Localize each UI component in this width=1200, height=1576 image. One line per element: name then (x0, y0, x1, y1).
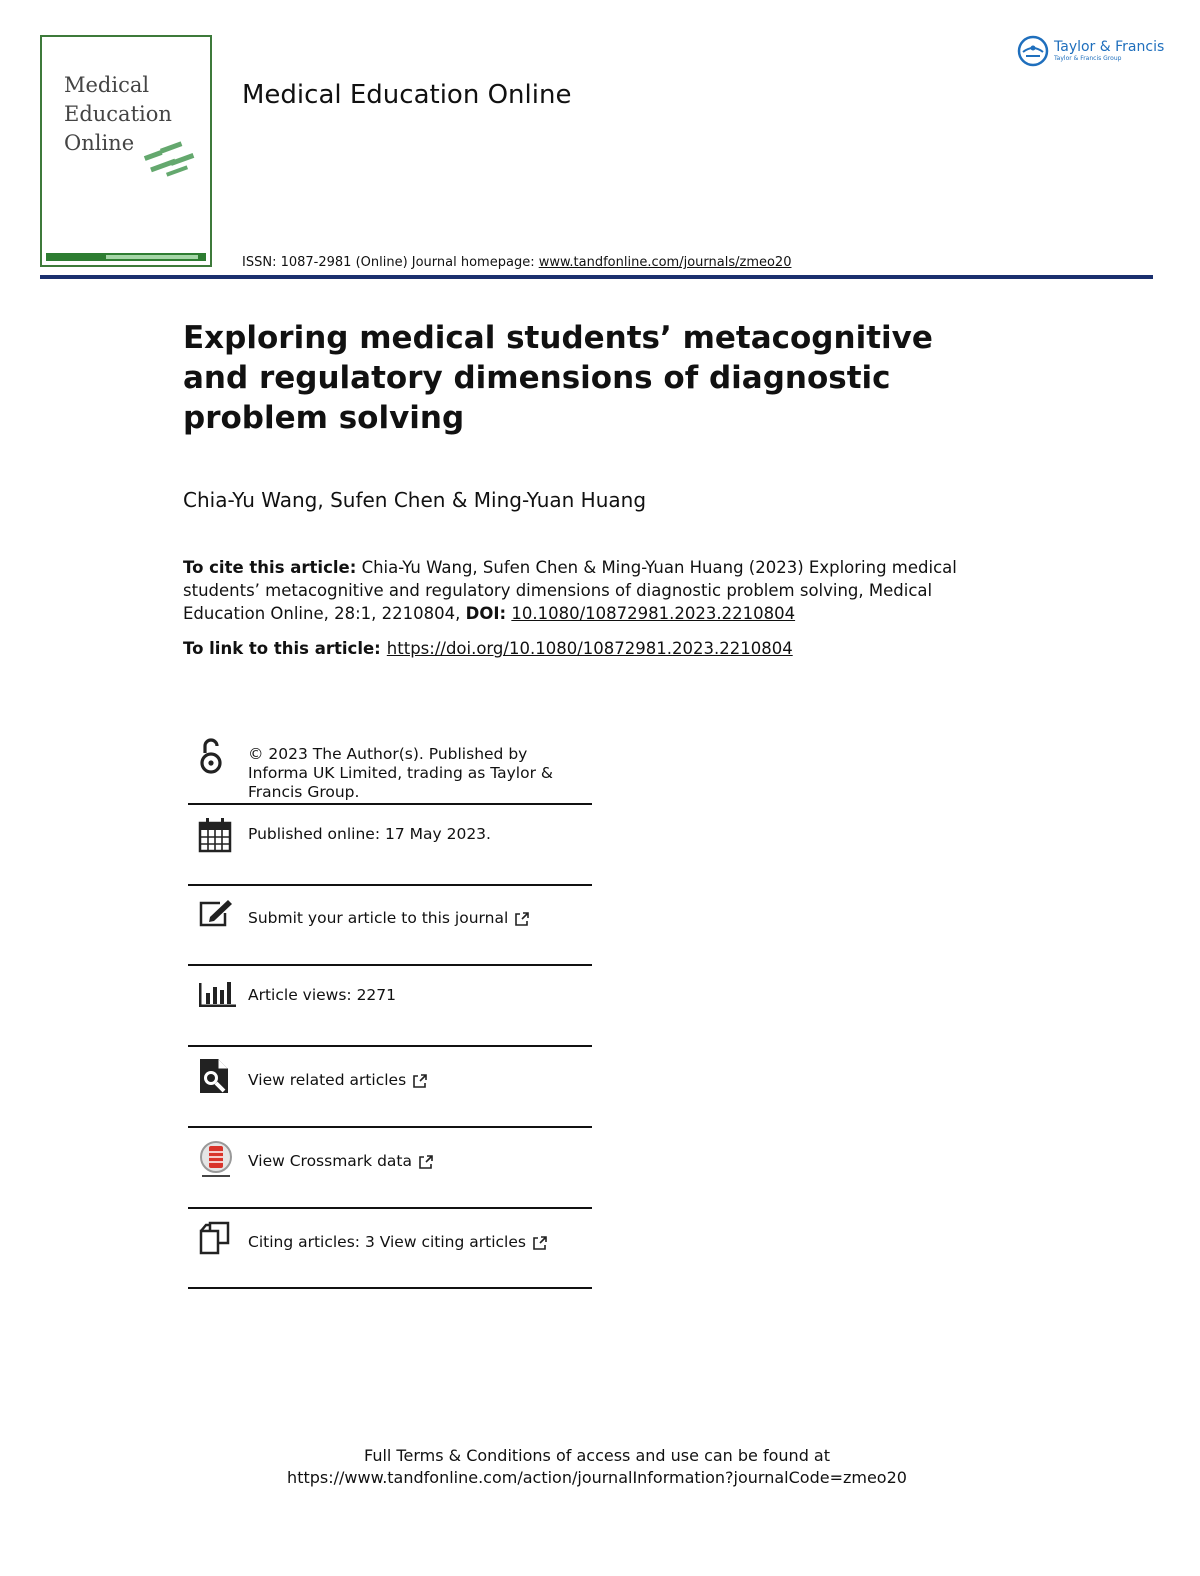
crossmark-icon (198, 1140, 234, 1180)
article-doi-url[interactable]: https://doi.org/10.1080/10872981.2023.2210804 (386, 639, 793, 658)
bar-chart-icon (198, 979, 236, 1007)
cover-title-line: Education (64, 102, 172, 126)
citing-articles-link[interactable] (248, 1233, 548, 1252)
journal-name[interactable]: Medical Education Online (242, 80, 572, 110)
cite-text: Chia-Yu Wang, Sufen Chen & Ming-Yuan Huang (2023) Exploring medical students’ metacognitive and regulatory dimensions of diagnostic problem solving, Medical Education Online, 28:1, 2210804, (183, 558, 957, 623)
submit-article-link[interactable] (248, 909, 530, 928)
article-title: Exploring medical students’ metacognitive and regulatory dimensions of diagnostic problem solving (183, 320, 933, 436)
issn-text: ISSN: 1087-2981 (Online) Journal homepage: (242, 255, 539, 270)
doi-label: DOI: (465, 604, 507, 623)
footer (0, 1445, 1194, 1489)
cover-title-line: Online (64, 131, 135, 155)
cover-title-line: Medical (64, 73, 150, 97)
calendar-icon (198, 817, 232, 853)
published-date-text: Published online: 17 May 2023. (248, 825, 491, 843)
cover-bar (46, 253, 206, 261)
footer-terms-url[interactable]: https://www.tandfonline.com/action/journalInformation?journalCode=zmeo20 (287, 1468, 907, 1487)
publisher-logo[interactable] (1016, 34, 1164, 68)
crossmark-link[interactable] (248, 1152, 434, 1171)
external-link-icon (514, 911, 530, 927)
info-item-citing[interactable] (188, 1209, 592, 1289)
article-authors: Chia-Yu Wang, Sufen Chen & Ming-Yuan Huang (183, 488, 647, 512)
external-link-icon (412, 1073, 428, 1089)
publisher-subname: Taylor & Francis Group (1054, 55, 1122, 62)
open-access-icon (198, 737, 224, 775)
edit-icon (198, 898, 234, 928)
issn-line (242, 255, 791, 270)
taylor-francis-logo-icon (1016, 34, 1050, 68)
cover-art-icon (140, 135, 202, 179)
journal-cover (40, 35, 212, 267)
journal-homepage-link[interactable]: www.tandfonline.com/journals/zmeo20 (538, 255, 792, 270)
cite-label: To cite this article: (183, 558, 357, 577)
external-link-icon (418, 1154, 434, 1170)
related-articles-text: View related articles (248, 1071, 407, 1089)
citing-articles-text: Citing articles: 3 View citing articles (248, 1233, 526, 1251)
citing-articles-icon (198, 1221, 234, 1255)
article-views-text: Article views: 2271 (248, 986, 397, 1004)
publisher-name: Taylor & Francis (1054, 39, 1165, 55)
article-link-line (183, 639, 793, 658)
license-text: © 2023 The Author(s). Published by Informa UK Limited, trading as Taylor & Francis Group. (248, 745, 553, 801)
external-link-icon (532, 1235, 548, 1251)
footer-terms-text: Full Terms & Conditions of access and use can be found at (363, 1446, 831, 1465)
link-label: To link to this article: (183, 639, 381, 658)
info-item-related[interactable] (188, 1047, 592, 1128)
info-item-crossmark[interactable] (188, 1128, 592, 1209)
search-document-icon (198, 1057, 230, 1095)
related-articles-link[interactable] (248, 1071, 428, 1090)
info-item-views (188, 966, 592, 1047)
info-item-published (188, 805, 592, 886)
submit-article-text: Submit your article to this journal (248, 909, 509, 927)
citation-block (183, 556, 998, 625)
cover-bar-highlight (106, 255, 198, 259)
doi-link[interactable]: 10.1080/10872981.2023.2210804 (511, 604, 796, 623)
info-item-submit[interactable] (188, 886, 592, 966)
crossmark-text: View Crossmark data (248, 1152, 412, 1170)
header-divider (40, 275, 1153, 279)
info-item-license (188, 735, 592, 805)
